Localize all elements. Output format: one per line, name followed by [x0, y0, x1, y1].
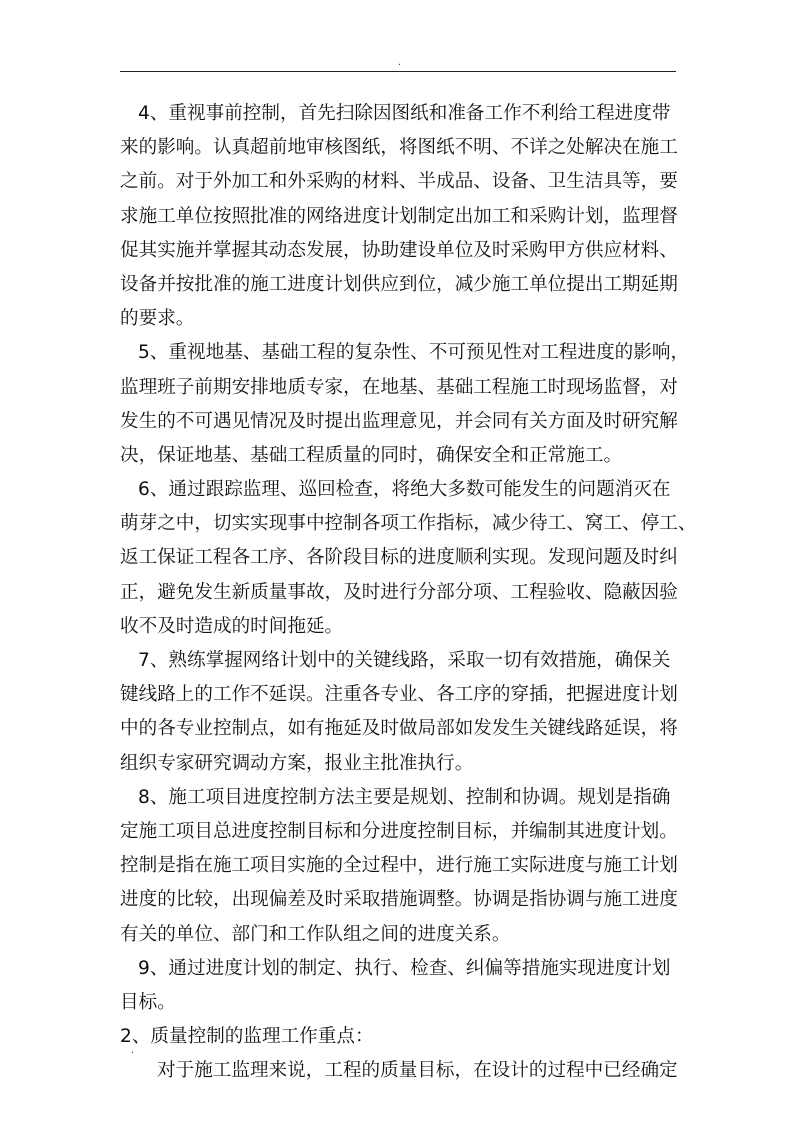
paragraph-6-line-4: 正，避免发生新质量事故，及时进行分部分项、工程验收、隐蔽因验 — [120, 581, 678, 603]
paragraph-7-line-3: 中的各专业控制点，如有拖延及时做局部如发发生关键线路延误，将 — [120, 718, 678, 740]
paragraph-5-line-3: 发生的不可遇见情况及时提出监理意见，并会同有关方面及时研究解 — [120, 410, 678, 432]
paragraph-5-line-4: 决，保证地基、基础工程质量的同时，确保安全和正常施工。 — [120, 444, 623, 466]
footer-mark: . — [131, 1045, 135, 1056]
paragraph-4-line-7: 的要求。 — [120, 308, 195, 330]
paragraph-4-line-2: 来的影响。认真超前地审核图纸，将图纸不明、不详之处解决在施工 — [120, 137, 678, 159]
document-body — [120, 97, 697, 1088]
paragraph-5-line-2: 监理班子前期安排地质专家，在地基、基础工程施工时现场监督，对 — [120, 376, 678, 398]
paragraph-8-line-5: 有关的单位、部门和工作队组之间的进度关系。 — [120, 923, 511, 945]
section-heading: 2、质量控制的监理工作重点： — [120, 1026, 374, 1048]
paragraph-6-line-3: 返工保证工程各工序、各阶段目标的进度顺利实现。发现问题及时纠 — [120, 547, 678, 569]
paragraph-4-line-5: 促其实施并掌握其动态发展，协助建设单位及时采购甲方供应材料、 — [120, 239, 678, 261]
paragraph-6-line-1: 6、通过跟踪监理、巡回检查，将绝大多数可能发生的问题消灭在 — [138, 479, 671, 501]
section-paragraph-line-1: 对于施工监理来说，工程的质量目标，在设计的过程中已经确定 — [157, 1060, 678, 1082]
paragraph-6-line-5: 收不及时造成的时间拖延。 — [120, 615, 344, 637]
paragraph-9-line-1: 9、通过进度计划的制定、执行、检查、纠偏等措施实现进度计划 — [138, 957, 671, 979]
paragraph-7-line-1: 7、熟练掌握网络计划中的关键线路，采取一切有效措施，确保关 — [138, 650, 671, 671]
paragraph-8-line-4: 进度的比较，出现偏差及时采取措施调整。协调是指协调与施工进度 — [120, 889, 678, 911]
header-rule — [120, 71, 676, 72]
paragraph-6-line-2: 萌芽之中，切实实现事中控制各项工作指标，减少待工、窝工、停工、 — [120, 513, 697, 535]
paragraph-4-line-1: 4、重视事前控制，首先扫除因图纸和准备工作不利给工程进度带 — [138, 103, 671, 124]
header-mark: . — [398, 57, 402, 68]
paragraph-8-line-3: 控制是指在施工项目实施的全过程中，进行施工实际进度与施工计划 — [120, 855, 678, 877]
paragraph-7-line-2: 键线路上的工作不延误。注重各专业、各工序的穿插，把握进度计划 — [120, 684, 678, 706]
paragraph-7-line-4: 组织专家研究调动方案，报业主批准执行。 — [120, 752, 474, 774]
paragraph-4-line-6: 设备并按批准的施工进度计划供应到位，减少施工单位提出工期延期 — [120, 273, 678, 295]
paragraph-4-line-3: 之前。对于外加工和外采购的材料、半成品、设备、卫生洁具等，要 — [120, 171, 678, 193]
paragraph-5-line-1: 5、重视地基、基础工程的复杂性、不可预见性对工程进度的影响， — [138, 342, 690, 364]
paragraph-8-line-2: 定施工项目总进度控制目标和分进度控制目标，并编制其进度计划。 — [120, 820, 678, 842]
paragraph-4-line-4: 求施工单位按照批准的网络进度计划制定出加工和采购计划，监理督 — [120, 205, 678, 227]
paragraph-9-line-2: 目标。 — [120, 991, 176, 1013]
paragraph-8-line-1: 8、施工项目进度控制方法主要是规划、控制和协调。规划是指确 — [138, 786, 671, 808]
